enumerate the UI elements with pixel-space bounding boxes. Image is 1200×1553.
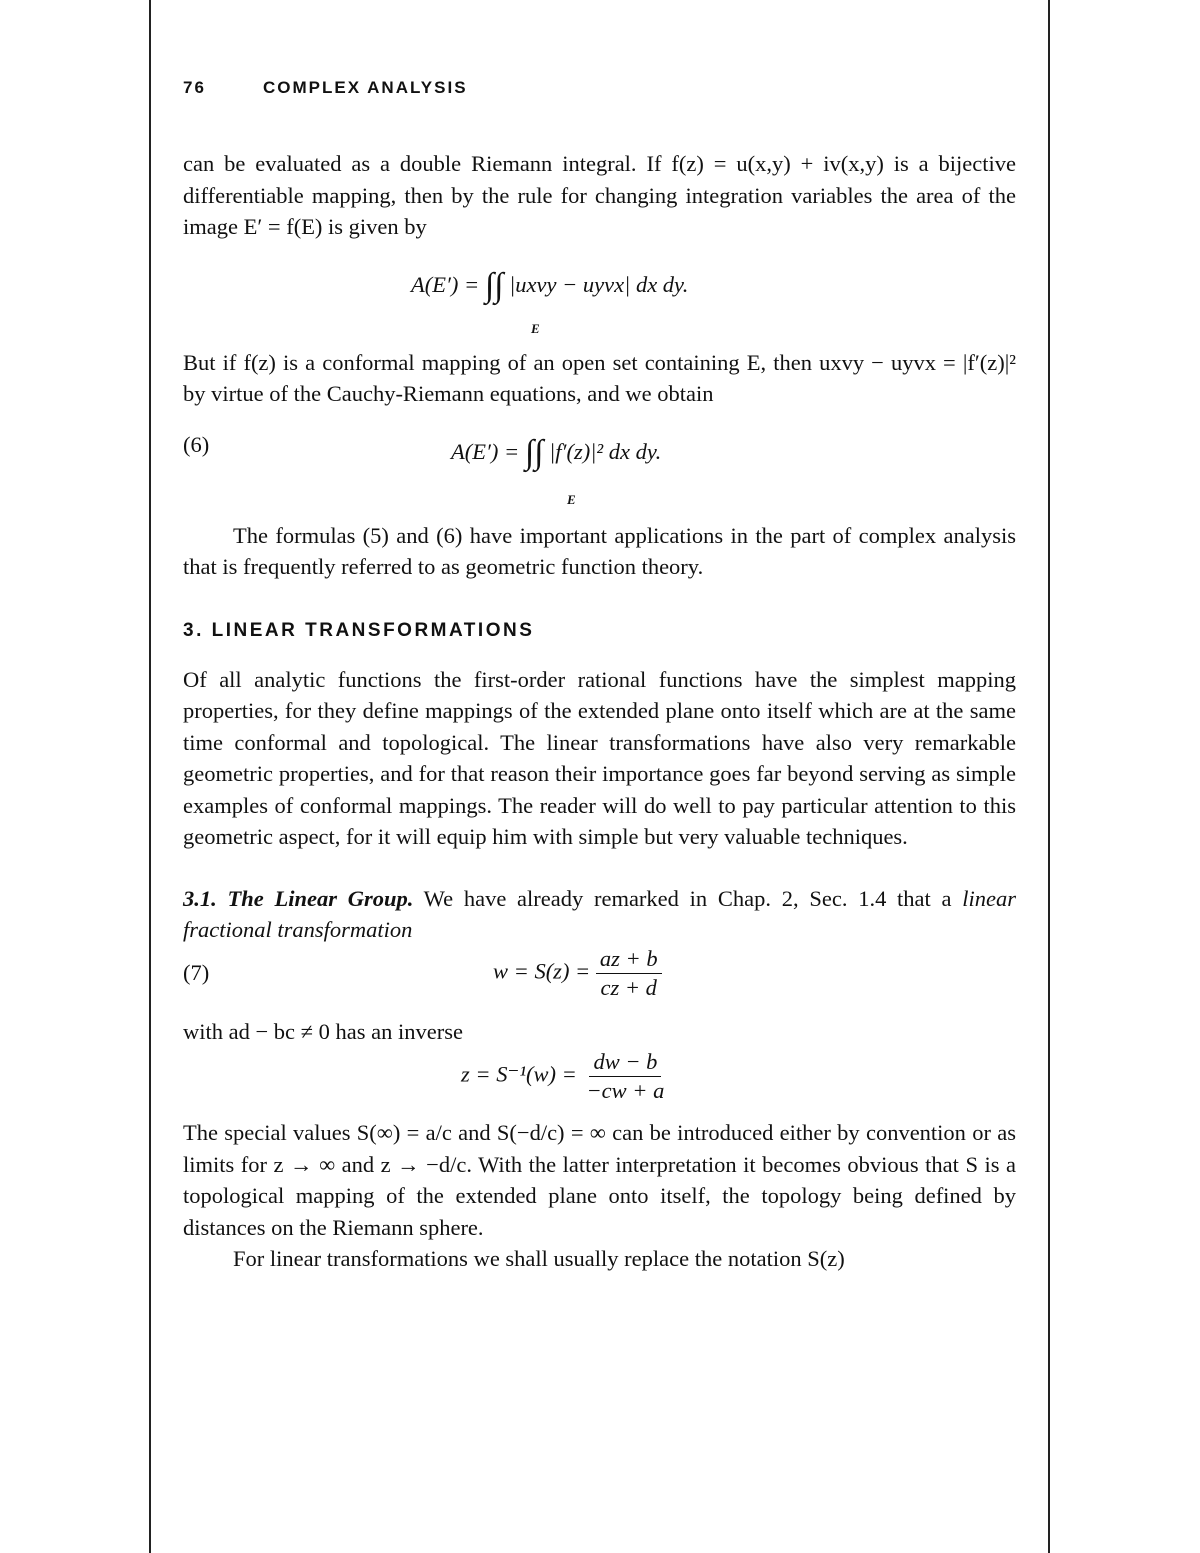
inverse-lhs: z = S⁻¹(w) =	[461, 1061, 577, 1087]
eq5-integrand: |uxvy − uyvx| dx dy.	[509, 271, 689, 297]
equation-6	[183, 410, 1016, 520]
running-header	[183, 78, 1016, 104]
paragraph-conformal: But if f(z) is a conformal mapping of an open set containing E, then uxvy − uyvx = |f′(z)|² by virtue of the Cauchy-Riemann equations, and we obtain	[183, 349, 1016, 406]
book-page	[183, 78, 1016, 1275]
eq7-lhs: w = S(z) =	[493, 958, 591, 984]
paragraph-special-values: The special values S(∞) = a/c and S(−d/c) = ∞ can be introduced either by convention or as limits for z → ∞ and z → −d/c. With the latter interpretation it becomes obvious that S is a topological mapping of the extended plane onto itself, the topology being defined by distances on the Riemann sphere.	[183, 1120, 1016, 1240]
paragraph-notation: For linear transformations we shall usually replace the notation S(z)	[233, 1246, 845, 1271]
double-integral-symbol: ∫∫	[484, 266, 504, 304]
running-title: COMPLEX ANALYSIS	[263, 78, 468, 97]
eq5-region-label: E	[531, 320, 540, 336]
eq6-region-label: E	[567, 491, 576, 507]
eq7-denominator: cz + d	[600, 974, 657, 1000]
equation-area-general	[183, 243, 1016, 347]
equation-7	[183, 946, 1016, 1016]
eq6-label: (6)	[183, 431, 210, 457]
inverse-numerator: dw − b	[589, 1049, 661, 1077]
right-page-border	[1048, 0, 1050, 1553]
subsection-linear-group	[183, 883, 1016, 946]
subsection-text: We have already remarked in Chap. 2, Sec. 1.4 that a	[423, 885, 952, 911]
inverse-denominator: −cw + a	[586, 1078, 665, 1103]
eq7-fraction	[596, 946, 662, 1001]
equation-inverse	[183, 1047, 1016, 1117]
eq5-lhs: A(E′) =	[411, 271, 480, 297]
inverse-fraction	[583, 1049, 669, 1104]
section-heading: 3. LINEAR TRANSFORMATIONS	[183, 619, 535, 641]
eq7-label: (7)	[183, 959, 210, 985]
eq6-integrand: |f′(z)|² dx dy.	[549, 438, 662, 464]
double-integral-symbol: ∫∫	[524, 433, 544, 471]
subsection-term: linear fractional transformation	[183, 885, 1016, 942]
eq7-numerator: az + b	[596, 946, 662, 974]
subsection-title: 3.1. The Linear Group.	[183, 885, 414, 911]
eq6-lhs: A(E′) =	[451, 438, 520, 464]
left-page-border	[149, 0, 151, 1553]
paragraph-formulas: The formulas (5) and (6) have important applications in the part of complex analysis that is frequently referred to as geometric function theory.	[183, 522, 1016, 579]
page-number: 76	[183, 78, 206, 97]
paragraph-inverse: with ad − bc ≠ 0 has an inverse	[183, 1018, 463, 1044]
paragraph-linear-intro: Of all analytic functions the first-order rational functions have the simplest mapping properties, for they define mappings of the extended plane onto itself which are at the same time conformal and topological. The linear transformations have also very remarkable geometric properties, and for that reason their importance goes far beyond serving as simple examples of conformal mappings. The reader will do well to pay particular attention to this geometric aspect, for it will equip him with simple but very valuable techniques.	[183, 666, 1016, 849]
paragraph-intro: can be evaluated as a double Riemann integral. If f(z) = u(x,y) + iv(x,y) is a bijective differentiable mapping, then by the rule for changing integration variables the area of the image E′ = f(E) is given by	[183, 151, 1016, 239]
